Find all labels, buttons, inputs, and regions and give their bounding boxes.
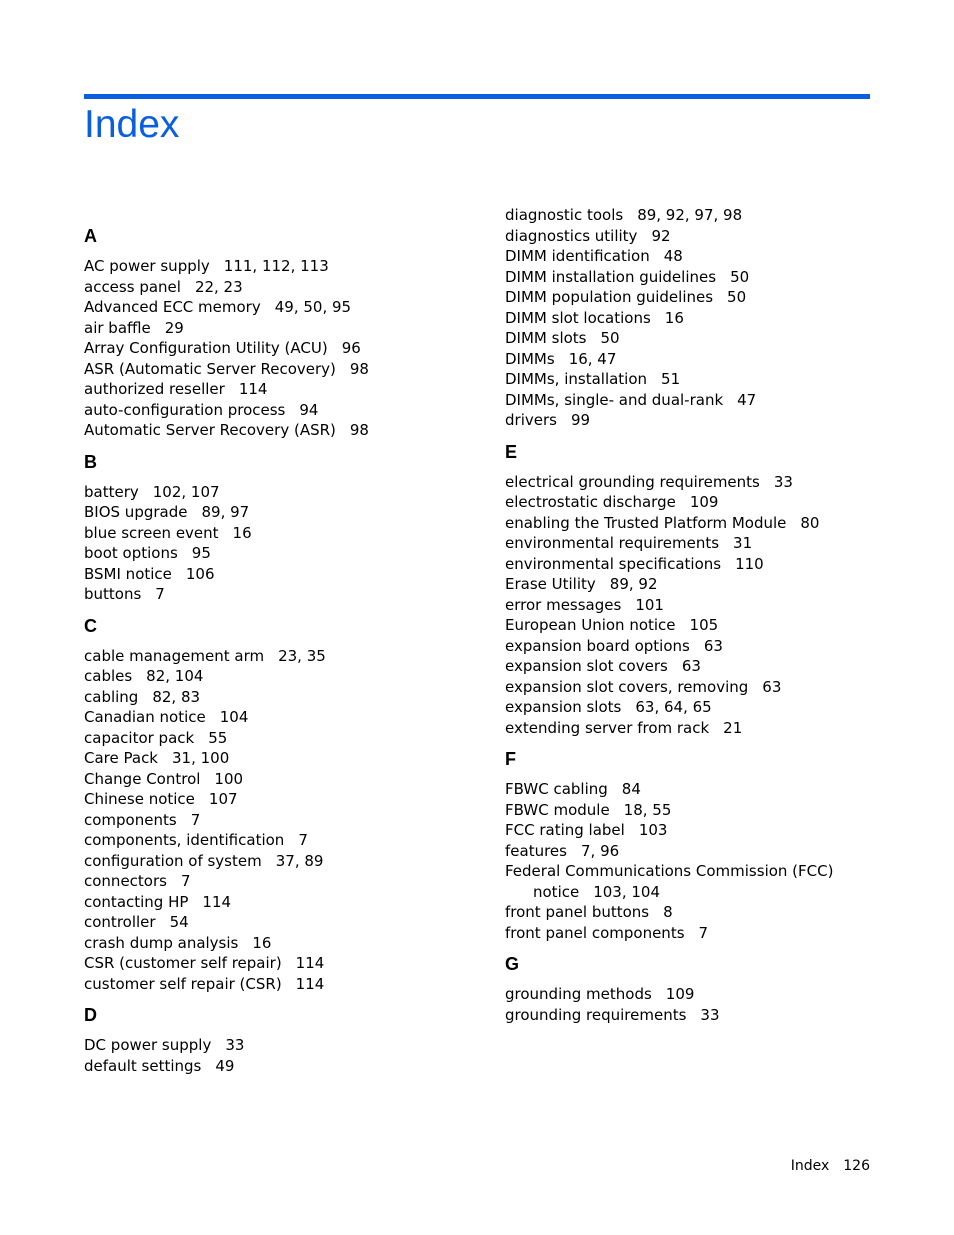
index-entry (505, 595, 905, 616)
index-term: expansion slot covers (505, 657, 668, 675)
index-section (84, 451, 484, 605)
index-term: AC power supply (84, 257, 210, 275)
index-pages: 89, 92, 97, 98 (637, 206, 743, 224)
index-column-right (505, 205, 905, 1035)
index-entry (505, 984, 905, 1005)
index-pages: 50 (600, 329, 620, 347)
index-pages: 21 (723, 718, 743, 737)
index-term: electrical grounding requirements (505, 472, 760, 491)
index-entry (505, 308, 905, 329)
index-pages: 7 (190, 810, 201, 829)
index-pages: 89, 97 (201, 503, 250, 521)
index-entry (84, 912, 484, 933)
index-term: enabling the Trusted Platform Module (505, 513, 787, 532)
index-pages: 100 (214, 769, 244, 788)
index-section (84, 1004, 484, 1076)
index-pages: 80 (800, 513, 820, 532)
index-term: DIMM installation guidelines (505, 267, 717, 286)
index-term: boot options (84, 544, 178, 562)
index-term: front panel components (505, 923, 685, 942)
index-term: air baffle (84, 318, 151, 337)
index-pages: 7 (298, 831, 308, 849)
index-entry (505, 554, 905, 575)
index-pages: 33 (700, 1005, 720, 1024)
index-entry (505, 267, 905, 288)
index-pages: 101 (635, 595, 664, 614)
section-letter: A (84, 226, 97, 246)
index-term: Advanced ECC memory (84, 298, 261, 316)
index-term: DIMM slots (505, 329, 587, 347)
index-term: FCC rating label (505, 821, 625, 839)
index-term: components (84, 810, 177, 829)
index-entry (84, 830, 484, 851)
index-term: DIMMs (505, 349, 555, 368)
index-entry (505, 369, 905, 390)
index-term: DIMM identification (505, 247, 650, 265)
index-term: crash dump analysis (84, 933, 239, 952)
index-term: controller (84, 913, 156, 931)
index-pages: 98 (349, 359, 369, 378)
index-pages: 114 (238, 380, 268, 398)
index-pages: 50 (727, 288, 747, 306)
section-letter: E (505, 441, 518, 462)
page-title: Index (84, 103, 180, 146)
index-term: Array Configuration Utility (ACU) (84, 339, 328, 357)
section-letter: G (505, 954, 520, 974)
index-term: diagnostic tools (505, 206, 624, 224)
index-term: FBWC module (505, 800, 610, 819)
index-pages: 95 (191, 544, 211, 562)
index-entry (505, 718, 905, 739)
index-pages: 98 (349, 421, 369, 439)
index-term: FBWC cabling (505, 780, 608, 798)
index-entry (84, 666, 484, 687)
index-term: Automatic Server Recovery (ASR) (84, 421, 336, 439)
index-term: electrostatic discharge (505, 493, 676, 511)
index-entry (505, 246, 905, 267)
index-pages: 16 (664, 308, 684, 327)
index-term: expansion board options (505, 636, 690, 655)
index-entry (84, 871, 484, 892)
index-entry (505, 841, 905, 862)
index-entry (84, 420, 484, 441)
index-entry (84, 707, 484, 728)
index-entry (84, 851, 484, 872)
index-term: extending server from rack (505, 718, 710, 737)
index-entry (505, 923, 905, 944)
index-entry (505, 472, 905, 493)
index-entry-list (505, 984, 905, 1025)
index-term: connectors (84, 872, 167, 890)
index-term: DIMMs, single- and dual-rank (505, 390, 724, 409)
index-pages: 110 (735, 554, 764, 573)
index-entry-list (84, 646, 484, 995)
index-entry (84, 400, 484, 421)
index-entry (505, 513, 905, 534)
index-pages: 31, 100 (172, 749, 230, 767)
index-term: cables (84, 667, 133, 685)
index-pages: 107 (208, 790, 238, 808)
index-pages: 51 (661, 370, 681, 388)
index-pages: 63, 64, 65 (635, 698, 712, 716)
index-entry-list (84, 482, 484, 605)
index-entry (505, 1005, 905, 1026)
index-entry (84, 256, 484, 277)
index-pages: 55 (208, 728, 228, 747)
index-pages: 84 (621, 780, 641, 798)
index-entry (84, 1035, 484, 1056)
index-term: components, identification (84, 831, 285, 849)
index-pages: 63 (703, 636, 723, 655)
index-entry (505, 574, 905, 595)
index-term: cable management arm (84, 646, 265, 665)
index-pages: 47 (737, 390, 757, 409)
index-entry (84, 953, 484, 974)
index-term: battery (84, 482, 139, 501)
index-pages: 105 (689, 616, 719, 634)
index-section (84, 615, 484, 995)
index-entry (505, 226, 905, 247)
index-pages: 102, 107 (152, 482, 220, 501)
index-entry (505, 533, 905, 554)
index-pages: 29 (164, 318, 184, 337)
index-column-left (84, 225, 484, 1086)
index-entry (84, 974, 484, 995)
index-term: front panel buttons (505, 903, 650, 921)
index-entry-list (84, 256, 484, 441)
index-term: Chinese notice (84, 790, 195, 808)
index-pages: 8 (663, 903, 673, 921)
index-entry (505, 820, 905, 841)
index-section (84, 225, 484, 441)
index-pages: 16 (232, 523, 252, 542)
index-pages: 54 (169, 913, 189, 931)
section-letter: C (84, 615, 97, 636)
index-pages: 7, 96 (580, 841, 620, 860)
index-pages: 99 (570, 411, 591, 429)
index-pages: 23, 35 (278, 646, 326, 665)
index-entry (84, 523, 484, 544)
index-pages: 37, 89 (275, 851, 324, 870)
index-term: drivers (505, 411, 557, 429)
index-pages: 114 (295, 974, 325, 993)
index-entry (84, 359, 484, 380)
index-pages: 7 (698, 923, 709, 942)
index-term: DIMM population guidelines (505, 288, 714, 306)
index-term: diagnostics utility (505, 226, 638, 245)
index-pages: 114 (295, 954, 325, 972)
index-pages: 49, 50, 95 (274, 298, 352, 316)
index-term-continuation-text: notice (533, 882, 580, 901)
section-letter: F (505, 749, 516, 769)
index-pages: 96 (341, 339, 361, 357)
index-entry (84, 502, 484, 523)
index-term: default settings (84, 1056, 202, 1075)
index-term: Change Control (84, 769, 201, 788)
index-entry-list (505, 779, 905, 943)
index-term: ASR (Automatic Server Recovery) (84, 359, 336, 378)
index-pages: 89, 92 (609, 575, 658, 593)
index-entry (84, 687, 484, 708)
index-term: Canadian notice (84, 708, 206, 726)
index-entry (505, 328, 905, 349)
index-entry (84, 277, 484, 298)
index-term: CSR (customer self repair) (84, 954, 282, 972)
index-term: error messages (505, 595, 622, 614)
index-entry (84, 1056, 484, 1077)
index-entry (505, 349, 905, 370)
index-term-continuation (505, 882, 905, 903)
index-entry (84, 482, 484, 503)
index-term: environmental specifications (505, 554, 722, 573)
index-term: cabling (84, 687, 139, 706)
index-pages: 111, 112, 113 (223, 257, 329, 275)
index-term: BSMI notice (84, 564, 172, 583)
index-term: auto-configuration process (84, 400, 286, 419)
index-section (505, 441, 905, 739)
index-entry (84, 543, 484, 564)
index-entry (84, 338, 484, 359)
index-pages: 82, 104 (146, 667, 204, 685)
index-entry (505, 677, 905, 698)
index-entry (84, 584, 484, 605)
index-term: DC power supply (84, 1036, 212, 1054)
index-pages: 48 (663, 247, 683, 265)
index-entry (84, 789, 484, 810)
index-entry (505, 287, 905, 308)
index-term: access panel (84, 277, 181, 296)
index-section (505, 205, 905, 431)
index-term: Care Pack (84, 749, 158, 767)
index-entry (505, 902, 905, 923)
index-pages: 63 (762, 677, 782, 696)
index-pages: 109 (665, 985, 695, 1003)
index-pages: 82, 83 (152, 687, 201, 706)
index-pages: 18, 55 (623, 800, 672, 819)
index-entry (505, 615, 905, 636)
index-entry (84, 748, 484, 769)
index-term: buttons (84, 585, 142, 603)
index-pages: 109 (689, 493, 719, 511)
index-pages: 49 (215, 1056, 235, 1075)
index-term: grounding requirements (505, 1005, 687, 1024)
index-pages: 31 (733, 534, 753, 552)
section-letter: B (84, 451, 97, 472)
index-term: DIMM slot locations (505, 308, 651, 327)
index-term: capacitor pack (84, 728, 195, 747)
index-pages: 63 (681, 657, 701, 675)
index-entry (505, 410, 905, 431)
index-entry (505, 779, 905, 800)
index-pages: 33 (225, 1036, 245, 1054)
index-entry (505, 656, 905, 677)
index-term: contacting HP (84, 892, 189, 911)
index-pages: 33 (773, 472, 793, 491)
footer-label: Index (790, 1158, 830, 1174)
index-pages: 103, 104 (593, 882, 661, 901)
index-entry (84, 769, 484, 790)
index-pages: 50 (730, 267, 750, 286)
index-entry (84, 318, 484, 339)
index-pages: 104 (219, 708, 249, 726)
index-term: Erase Utility (505, 575, 596, 593)
index-entry (505, 492, 905, 513)
footer-page-number: 126 (843, 1158, 870, 1174)
index-pages: 106 (185, 564, 215, 583)
index-term: blue screen event (84, 523, 219, 542)
index-term: features (505, 841, 567, 860)
index-term: expansion slot covers, removing (505, 677, 749, 696)
index-entry (84, 810, 484, 831)
index-entry (84, 564, 484, 585)
index-entry (84, 892, 484, 913)
index-pages: 16, 47 (568, 349, 617, 368)
index-pages: 94 (299, 400, 319, 419)
index-term: expansion slots (505, 698, 622, 716)
index-entry (84, 379, 484, 400)
index-entry (84, 297, 484, 318)
index-term: customer self repair (CSR) (84, 974, 282, 993)
index-entry (505, 800, 905, 821)
index-entry (84, 728, 484, 749)
index-entry (84, 933, 484, 954)
index-pages: 16 (252, 933, 272, 952)
index-section (505, 953, 905, 1025)
index-pages: 114 (202, 892, 232, 911)
index-entry (84, 646, 484, 667)
index-term: configuration of system (84, 851, 262, 870)
index-pages: 7 (180, 872, 191, 890)
index-term: authorized reseller (84, 380, 225, 398)
index-section (505, 748, 905, 943)
title-rule (84, 94, 870, 99)
index-entry-list (505, 205, 905, 431)
section-letter: D (84, 1005, 97, 1025)
index-term: European Union notice (505, 616, 676, 634)
index-entry-list (84, 1035, 484, 1076)
index-term: environmental requirements (505, 534, 720, 552)
index-term: grounding methods (505, 985, 652, 1003)
index-pages: 7 (155, 585, 165, 603)
index-pages: 92 (651, 226, 671, 245)
index-entry (505, 205, 905, 226)
index-term: BIOS upgrade (84, 503, 188, 521)
index-term: Federal Communications Commission (FCC) (505, 862, 834, 880)
page-footer (791, 1158, 870, 1174)
index-pages: 22, 23 (194, 277, 243, 296)
index-entry-list (505, 472, 905, 739)
index-entry (505, 697, 905, 718)
index-pages: 103 (638, 821, 668, 839)
index-entry (505, 390, 905, 411)
index-entry (505, 636, 905, 657)
index-term: DIMMs, installation (505, 370, 648, 388)
index-entry (505, 861, 905, 902)
